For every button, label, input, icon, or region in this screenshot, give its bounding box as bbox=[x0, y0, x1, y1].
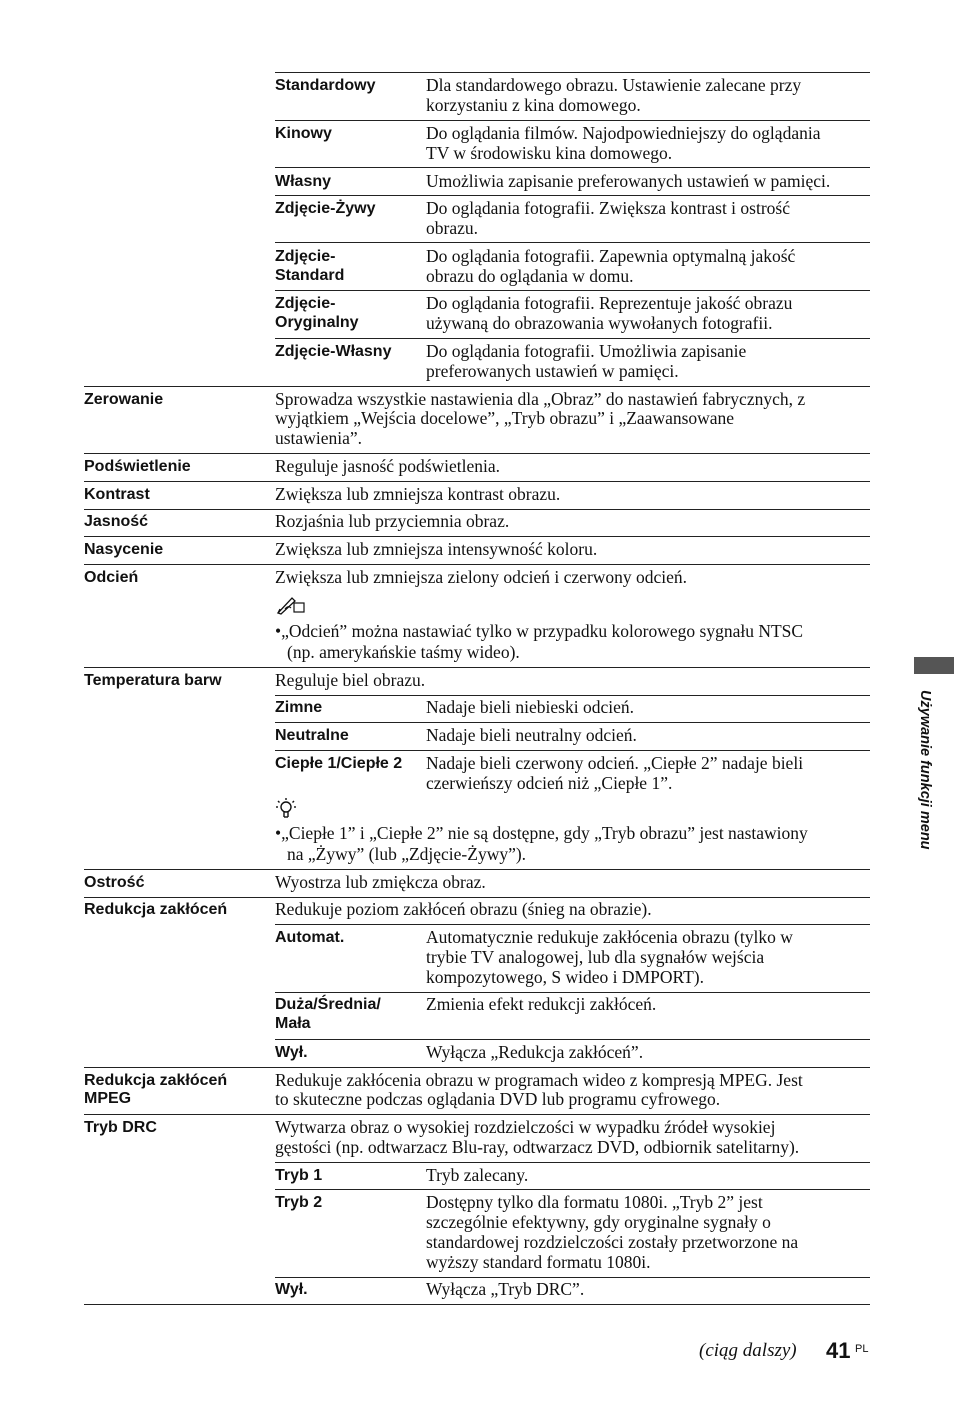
option-desc: wyższy standard formatu 1080i. bbox=[426, 1252, 651, 1272]
mode-label: Oryginalny bbox=[275, 314, 359, 331]
mode-desc: używaną do obrazowania wywołanych fotografii. bbox=[426, 313, 773, 333]
option-desc: standardowej rozdzielczości zostały przetworzone na bbox=[426, 1232, 799, 1252]
setting-label: Podświetlenie bbox=[84, 458, 191, 475]
setting-desc: Sprowadza wszystkie nastawienia dla „Obraz” do nastawień fabrycznych, z bbox=[275, 389, 806, 409]
rule bbox=[275, 992, 870, 993]
setting-label: Ostrość bbox=[84, 874, 145, 891]
option-label: Automat. bbox=[275, 929, 345, 946]
setting-label: Redukcja zakłóceń bbox=[84, 901, 228, 918]
mode-desc: Do oglądania filmów. Najodpowiedniejszy do oglądania bbox=[426, 123, 821, 143]
option-desc: Dostępny tylko dla formatu 1080i. „Tryb 2” jest bbox=[426, 1192, 763, 1212]
option-desc: Automatycznie redukuje zakłócenia obrazu (tylko w bbox=[426, 927, 793, 947]
option-label: Zimne bbox=[275, 699, 323, 716]
mode-desc: obrazu. bbox=[426, 218, 478, 238]
setting-desc: Zwiększa lub zmniejsza intensywność koloru. bbox=[275, 539, 598, 559]
setting-desc: Wytwarza obraz o wysokiej rozdzielczości w wypadku źródeł wysokiej bbox=[275, 1117, 776, 1137]
rule bbox=[275, 167, 870, 168]
setting-label: Redukcja zakłóceń bbox=[84, 1072, 228, 1089]
rule bbox=[84, 897, 870, 898]
mode-desc: preferowanych ustawień w pamięci. bbox=[426, 361, 679, 381]
note-text: •„Odcień” można nastawiać tylko w przypadku kolorowego sygnału NTSC bbox=[275, 621, 804, 641]
option-label: Neutralne bbox=[275, 727, 349, 744]
rule bbox=[275, 338, 870, 339]
mode-desc: Umożliwia zapisanie preferowanych ustawień w pamięci. bbox=[426, 171, 831, 191]
rule bbox=[275, 695, 870, 696]
section-side-label bbox=[905, 690, 945, 890]
setting-desc: Rozjaśnia lub przyciemnia obraz. bbox=[275, 511, 510, 531]
option-label: Tryb 1 bbox=[275, 1167, 323, 1184]
rule bbox=[84, 1067, 870, 1068]
mode-label: Własny bbox=[275, 173, 332, 190]
rule bbox=[275, 120, 870, 121]
setting-label: Temperatura barw bbox=[84, 672, 222, 689]
rule bbox=[84, 1114, 870, 1115]
mode-desc: Do oglądania fotografii. Zapewnia optymalną jakość bbox=[426, 246, 796, 266]
section-side-text: Używanie funkcji menu bbox=[917, 690, 933, 850]
rule bbox=[275, 924, 870, 925]
mode-label: Zdjęcie-Żywy bbox=[275, 200, 376, 217]
setting-label: Zerowanie bbox=[84, 391, 164, 408]
setting-desc: Reguluje biel obrazu. bbox=[275, 670, 426, 690]
rule bbox=[84, 386, 870, 387]
tip-text: na „Żywy” (lub „Zdjęcie-Żywy”). bbox=[287, 844, 527, 864]
rule bbox=[275, 1189, 870, 1190]
continued-label: (ciąg dalszy) bbox=[699, 1340, 797, 1361]
setting-label: Nasycenie bbox=[84, 541, 164, 558]
rule bbox=[275, 242, 870, 243]
mode-desc: TV w środowisku kina domowego. bbox=[426, 143, 673, 163]
rule bbox=[84, 1304, 870, 1305]
page-language: PL bbox=[855, 1343, 869, 1355]
option-desc: kompozytowego, S wideo i DMPORT). bbox=[426, 967, 704, 987]
lightbulb-tip-icon bbox=[276, 798, 296, 820]
rule bbox=[275, 290, 870, 291]
setting-desc: ustawienia”. bbox=[275, 428, 362, 448]
option-desc: Tryb zalecany. bbox=[426, 1165, 529, 1185]
mode-label: Zdjęcie- bbox=[275, 295, 336, 312]
tip-text: •„Ciepłe 1” i „Ciepłe 2” nie są dostępne, gdy „Tryb obrazu” jest nastawiony bbox=[275, 823, 808, 843]
mode-label: Zdjęcie- bbox=[275, 248, 336, 265]
option-desc: szczególnie efektywny, gdy oryginalne sygnały o bbox=[426, 1212, 771, 1232]
setting-desc: Reguluje jasność podświetlenia. bbox=[275, 456, 501, 476]
option-desc: Zmienia efekt redukcji zakłóceń. bbox=[426, 994, 657, 1014]
setting-label: MPEG bbox=[84, 1090, 132, 1107]
setting-desc: wyjątkiem „Wejścia docelowe”, „Tryb obrazu” i „Zaawansowane bbox=[275, 408, 735, 428]
setting-label: Kontrast bbox=[84, 486, 150, 503]
option-desc: Wyłącza „Redukcja zakłóceń”. bbox=[426, 1042, 644, 1062]
mode-label: Standard bbox=[275, 267, 345, 284]
setting-label: Tryb DRC bbox=[84, 1119, 157, 1136]
page-number: 41 bbox=[826, 1338, 851, 1363]
option-desc: czerwieńszy odcień niż „Ciepłe 1”. bbox=[426, 773, 673, 793]
rule bbox=[84, 453, 870, 454]
rule bbox=[84, 481, 870, 482]
mode-desc: Dla standardowego obrazu. Ustawienie zalecane przy bbox=[426, 75, 802, 95]
note-text: (np. amerykańskie taśmy wideo). bbox=[287, 642, 520, 662]
setting-label: Odcień bbox=[84, 569, 139, 586]
option-desc: Wyłącza „Tryb DRC”. bbox=[426, 1279, 585, 1299]
rule bbox=[275, 750, 870, 751]
mode-desc: Do oglądania fotografii. Zwiększa kontrast i ostrość bbox=[426, 198, 790, 218]
mode-desc: obrazu do oglądania w domu. bbox=[426, 266, 634, 286]
setting-label: Jasność bbox=[84, 513, 149, 530]
setting-desc: Redukuje zakłócenia obrazu w programach wideo z kompresją MPEG. Jest bbox=[275, 1070, 803, 1090]
option-desc: Nadaje bieli niebieski odcień. bbox=[426, 697, 634, 717]
option-label: Ciepłe 1/Ciepłe 2 bbox=[275, 755, 403, 772]
rule bbox=[275, 1277, 870, 1278]
rule bbox=[84, 869, 870, 870]
mode-desc: korzystaniu z kina domowego. bbox=[426, 95, 641, 115]
rule bbox=[275, 195, 870, 196]
mode-label: Zdjęcie-Własny bbox=[275, 343, 392, 360]
setting-desc: to skuteczne podczas oglądania DVD lub programu cyfrowego. bbox=[275, 1089, 721, 1109]
rule bbox=[275, 722, 870, 723]
setting-desc: Zwiększa lub zmniejsza zielony odcień i czerwony odcień. bbox=[275, 567, 688, 587]
option-desc: Nadaje bieli neutralny odcień. bbox=[426, 725, 637, 745]
setting-desc: Wyostrza lub zmiękcza obraz. bbox=[275, 872, 486, 892]
section-tab-marker bbox=[914, 657, 954, 674]
option-label: Wył. bbox=[275, 1281, 308, 1298]
rule bbox=[84, 667, 870, 668]
mode-label: Standardowy bbox=[275, 77, 376, 94]
setting-desc: Redukuje poziom zakłóceń obrazu (śnieg na obrazie). bbox=[275, 899, 652, 919]
pencil-note-icon bbox=[276, 595, 306, 615]
rule bbox=[84, 536, 870, 537]
option-label: Duża/Średnia/ bbox=[275, 996, 381, 1013]
rule bbox=[84, 509, 870, 510]
rule bbox=[275, 1162, 870, 1163]
rule bbox=[84, 564, 870, 565]
option-desc: trybie TV analogowej, lub dla sygnałów wejścia bbox=[426, 947, 765, 967]
rule bbox=[275, 72, 870, 73]
setting-desc: gęstości (np. odtwarzacz Blu-ray, odtwarzacz DVD, odbiornik satelitarny). bbox=[275, 1137, 800, 1157]
mode-desc: Do oglądania fotografii. Umożliwia zapisanie bbox=[426, 341, 747, 361]
option-desc: Nadaje bieli czerwony odcień. „Ciepłe 2” nadaje bieli bbox=[426, 753, 804, 773]
option-label: Mała bbox=[275, 1015, 311, 1032]
option-label: Wył. bbox=[275, 1044, 308, 1061]
mode-desc: Do oglądania fotografii. Reprezentuje jakość obrazu bbox=[426, 293, 793, 313]
option-label: Tryb 2 bbox=[275, 1194, 323, 1211]
setting-desc: Zwiększa lub zmniejsza kontrast obrazu. bbox=[275, 484, 561, 504]
rule bbox=[275, 1039, 870, 1040]
mode-label: Kinowy bbox=[275, 125, 332, 142]
